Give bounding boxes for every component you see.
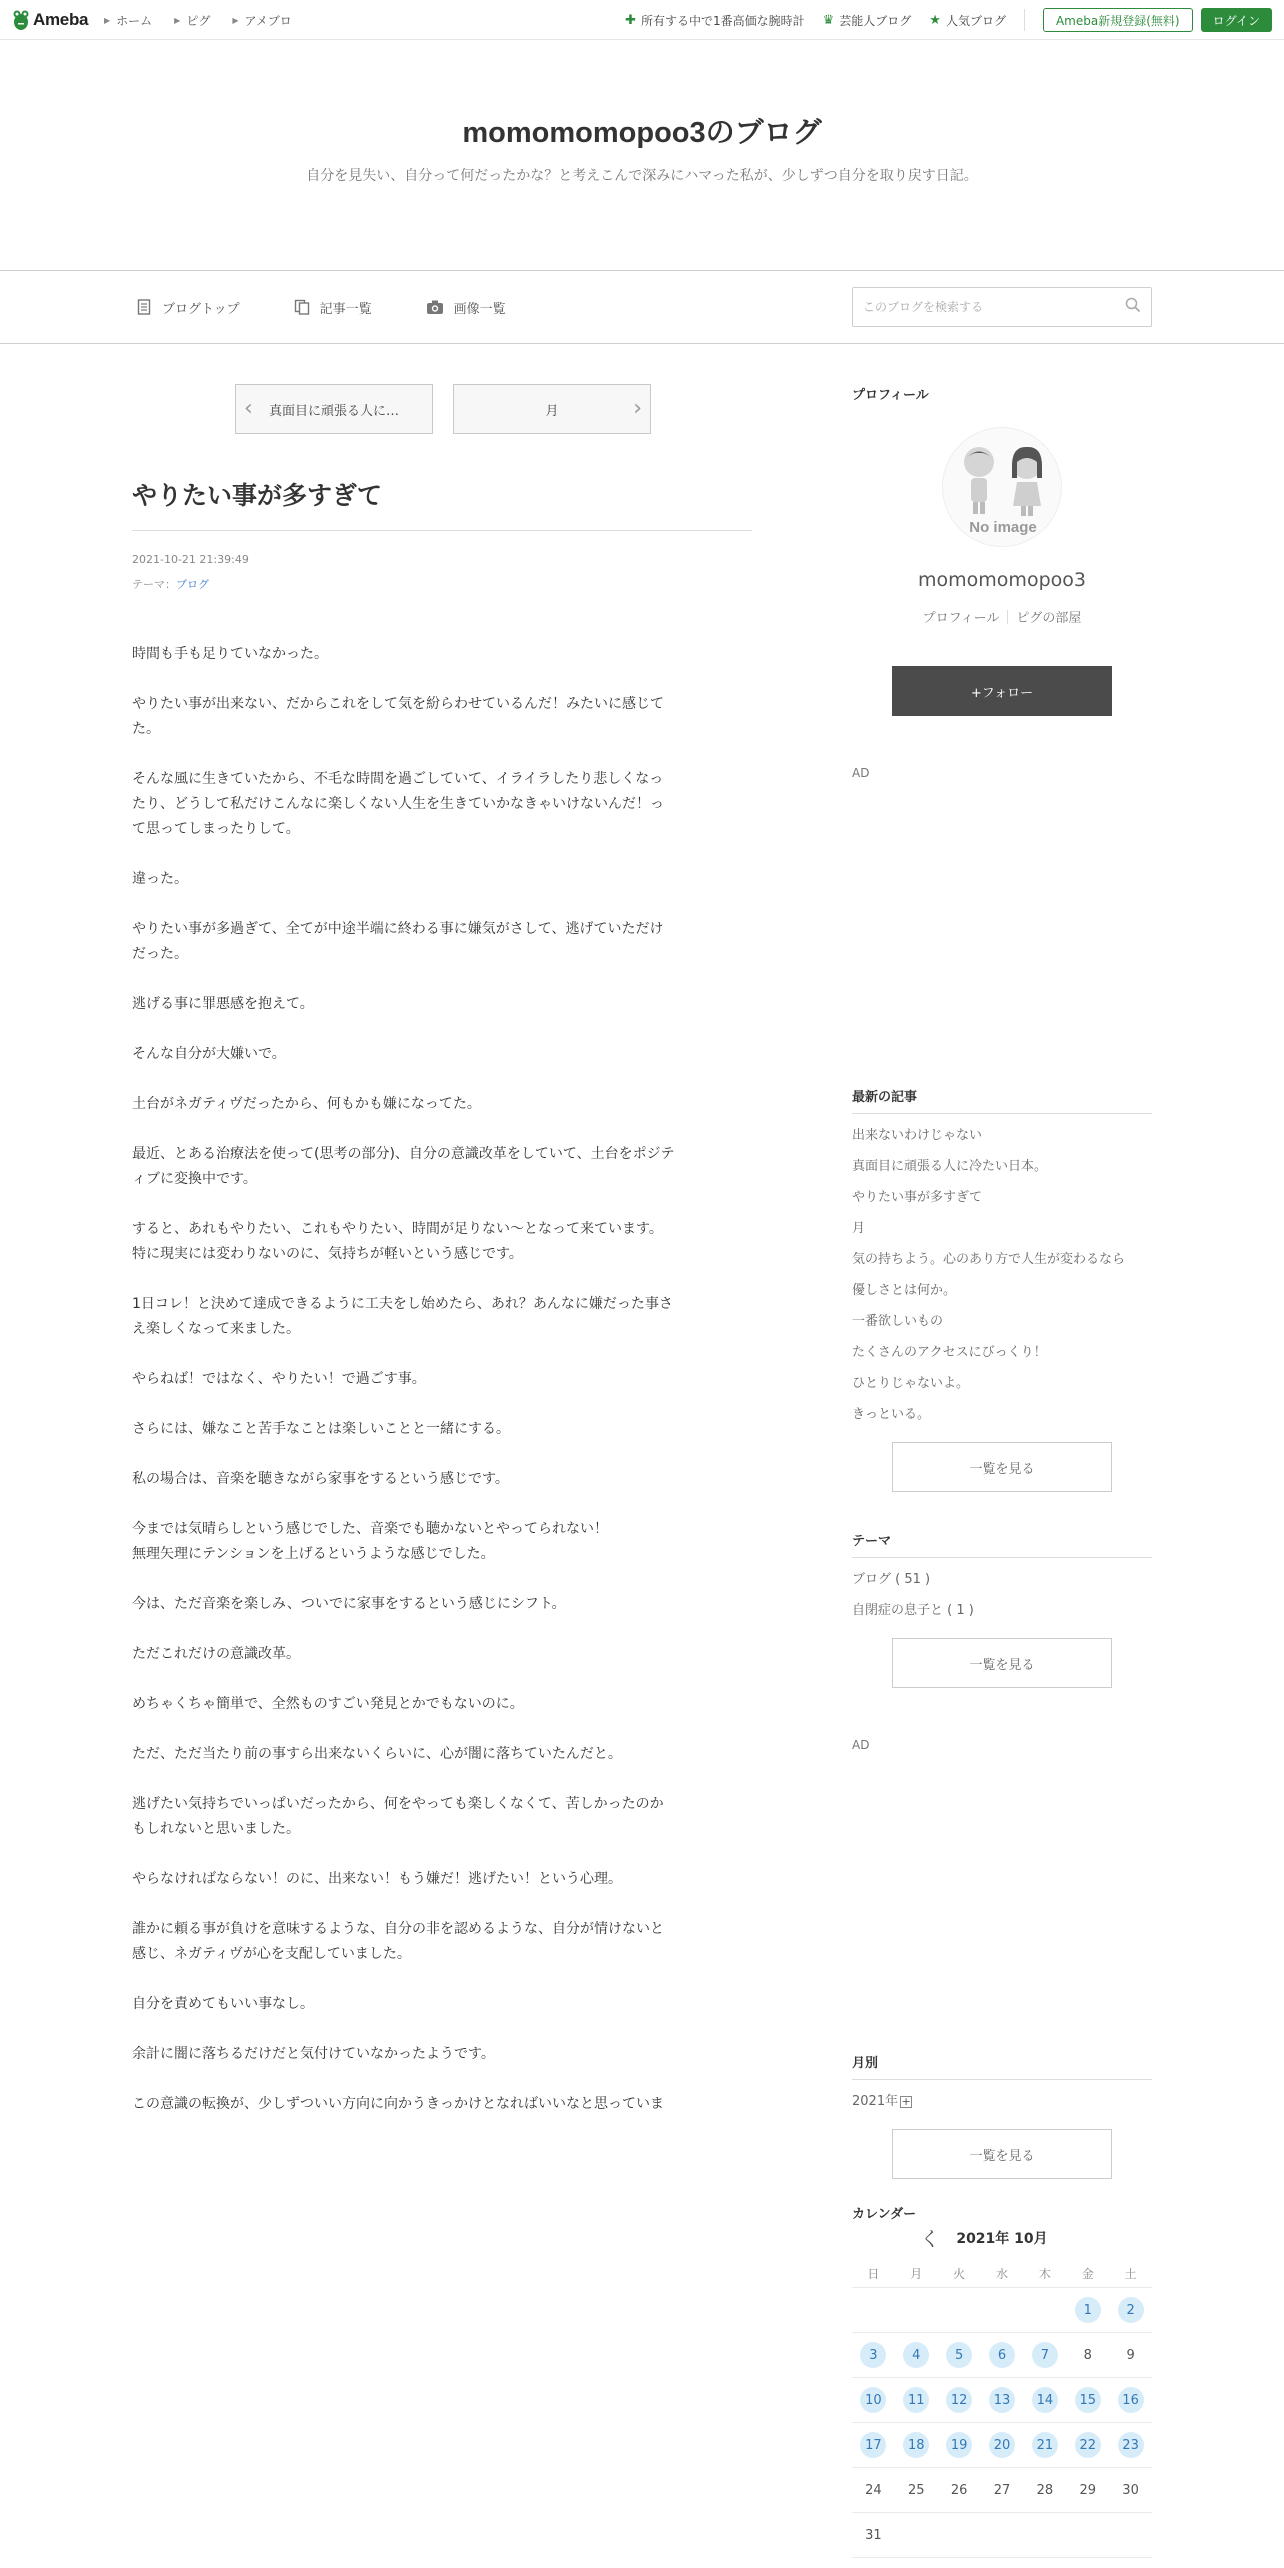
weekday-label: 月 [910, 2267, 923, 2281]
calendar-day-cell [1066, 2342, 1109, 2368]
latest-entry-link[interactable]: 月 [852, 1221, 866, 1236]
calendar-day-link[interactable]: 18 [903, 2432, 929, 2458]
article-paragraph: 余計に闇に落ちるだけだと気付けていなかったようです。 [132, 2046, 495, 2062]
calendar-day-link[interactable]: 20 [989, 2432, 1015, 2458]
calendar-day-link[interactable]: 22 [1075, 2432, 1101, 2458]
profile-link[interactable]: プロフィール [922, 611, 1000, 626]
nav-ameblo-label: アメブロ [244, 13, 292, 28]
article-paragraph: ただこれだけの意識改革。 [132, 1646, 300, 1662]
calendar-day-link[interactable]: 17 [860, 2432, 886, 2458]
latest-entry-link[interactable]: 真面目に頑張る人に冷たい日本。 [852, 1159, 1048, 1174]
theme-item-link[interactable]: 自閉症の息子と ( 1 ) [852, 1603, 974, 1618]
calendar-day-cell [1023, 2477, 1066, 2503]
calendar-day-link[interactable]: 23 [1118, 2432, 1144, 2458]
image-list-label: 画像一覧 [453, 301, 506, 317]
weekday-label: 木 [1038, 2267, 1051, 2281]
calendar-header [852, 2227, 1152, 2251]
blog-description: 自分を見失い、自分って何だったかな？と考えこんで深みにハマった私が、少しずつ自分を取り戻す日記。 [306, 168, 978, 184]
ad-label: AD [852, 1738, 870, 1752]
camera-icon [426, 299, 444, 315]
article-paragraph: 自分を責めてもいい事なし。 [132, 1996, 314, 2012]
calendar-day-cell [852, 2522, 895, 2548]
calendar-day-link[interactable]: 21 [1032, 2432, 1058, 2458]
global-header [0, 0, 1284, 40]
calendar-day-cell [1109, 2432, 1152, 2458]
entry-pager [134, 384, 752, 434]
calendar-week-row [852, 2288, 1152, 2333]
weekday-label: 金 [1081, 2267, 1094, 2281]
calendar-week-row [852, 2333, 1152, 2378]
calendar-prev-button[interactable]: く [920, 2227, 940, 2251]
calendar-day-link[interactable]: 11 [903, 2387, 929, 2413]
calendar-day-link[interactable]: 19 [946, 2432, 972, 2458]
weekday-label: 土 [1124, 2267, 1137, 2281]
ameba-frog-icon [12, 8, 30, 32]
article-paragraph: 1日コレ！と決めて達成できるように工夫をし始めたら、あれ？あんなに嫌だった事さ え楽しくなって来ました。 [132, 1296, 673, 1337]
popular-blog-link[interactable] [929, 12, 1006, 29]
image-list-link[interactable] [426, 298, 506, 317]
blog-top-link[interactable] [136, 298, 240, 317]
themes-heading: テーマ [852, 1530, 1152, 1558]
article-paragraph: やりたい事が出来ない、だからこれをして気を紛らわせているんだ！みたいに感じて た。 [132, 696, 664, 737]
entry-list-link[interactable] [294, 298, 372, 317]
link-divider [1007, 610, 1008, 624]
calendar-day-cell [938, 2432, 981, 2458]
profile-heading: プロフィール [852, 388, 929, 403]
calendar-day-cell [895, 2477, 938, 2503]
nav-ameblo-link[interactable] [232, 12, 291, 29]
pigg-room-link[interactable]: ピグの部屋 [1016, 611, 1082, 626]
calendar-day-cell [1066, 2297, 1109, 2323]
article-date: 2021-10-21 21:39:49 [132, 553, 249, 566]
calendar-day-cell [1109, 2387, 1152, 2413]
calendar-day-cell [852, 2477, 895, 2503]
profile-links [852, 607, 1152, 626]
chevron-left-icon: ‹ [244, 396, 253, 421]
no-image-text: No image [969, 519, 1037, 536]
next-entry-button[interactable] [453, 384, 651, 434]
article-paragraph: 私の場合は、音楽を聴きながら家事をするという感じです。 [132, 1471, 509, 1487]
calendar-month: 2021年 10月 [956, 2231, 1048, 2247]
article-paragraph: やりたい事が多過ぎて、全てが中途半端に終わる事に嫌気がさして、逃げていただけ だった。 [132, 921, 664, 962]
calendar-day-cell [981, 2387, 1024, 2413]
copy-icon [294, 299, 310, 315]
monthly-more-button[interactable]: 一覧を見る [892, 2129, 1112, 2179]
blog-nav-items [136, 271, 560, 343]
article-paragraph: すると、あれもやりたい、これもやりたい、時間が足りない〜となって来ています。 特に現実には変わりないのに、気持ちが軽いという感じです。 [132, 1221, 663, 1262]
calendar-day-link[interactable]: 3 [860, 2342, 886, 2368]
latest-entry-link[interactable]: たくさんのアクセスにびっくり！ [852, 1345, 1047, 1360]
popular-blog-label: 人気ブログ [945, 13, 1006, 28]
calendar-day-cell [852, 2432, 895, 2458]
calendar-day-cell [938, 2387, 981, 2413]
header-divider [1024, 9, 1025, 31]
calendar-week-row [852, 2423, 1152, 2468]
calendar-day-link[interactable]: 2 [1118, 2297, 1144, 2323]
profile-avatar[interactable] [942, 427, 1062, 547]
calendar-day-cell [1023, 2387, 1066, 2413]
article-paragraph: 誰かに頼る事が負けを意味するような、自分の非を認めるような、自分が情けないと 感じ、ネガティヴが心を支配していました。 [132, 1921, 664, 1962]
latest-entry-link[interactable]: 出来ないわけじゃない [852, 1128, 983, 1143]
article-paragraph: 今は、ただ音楽を楽しみ、ついでに家事をするという感じにシフト。 [132, 1596, 566, 1612]
calendar-day-cell [981, 2432, 1024, 2458]
themes-list [852, 1564, 1152, 1626]
next-entry-label: 月 [545, 403, 559, 419]
themes-more-button[interactable]: 一覧を見る [892, 1638, 1112, 1688]
nav-pigg-label: ピグ [186, 13, 211, 28]
article-paragraph: 違った。 [132, 871, 188, 887]
month-year-item[interactable] [852, 2086, 1152, 2117]
article-paragraph: さらには、嫌なこと苦手なことは楽しいことと一緒にする。 [132, 1421, 510, 1437]
calendar-day: 24 [865, 2482, 882, 2498]
calendar-day-link[interactable]: 7 [1032, 2342, 1058, 2368]
blog-header [0, 110, 1284, 185]
calendar-day: 9 [1126, 2347, 1135, 2363]
calendar-day-cell [981, 2342, 1024, 2368]
year-label: 2021年 [852, 2094, 899, 2109]
calendar-heading: カレンダー [852, 2207, 917, 2222]
calendar-day-cell [1066, 2432, 1109, 2458]
calendar-day: 30 [1122, 2482, 1139, 2498]
article-paragraph: 逃げたい気持ちでいっぱいだったから、何をやっても楽しくなくて、苦しかったのか もしれないと思いました。 [132, 1796, 664, 1837]
calendar-day-link[interactable]: 5 [946, 2342, 972, 2368]
star-icon: ★ [929, 12, 941, 28]
calendar-day-cell [1023, 2432, 1066, 2458]
nav-home-link[interactable] [104, 12, 152, 29]
calendar-day-cell [981, 2477, 1024, 2503]
weekday-label: 日 [867, 2267, 880, 2281]
calendar-day-cell [852, 2387, 895, 2413]
profile-name[interactable]: momomomopoo3 [918, 569, 1086, 591]
calendar-day-link[interactable]: 12 [946, 2387, 972, 2413]
prev-entry-label: 真面目に頑張る人に… [268, 403, 399, 419]
calendar-day-cell [938, 2477, 981, 2503]
monthly-list [852, 2086, 1152, 2117]
calendar-day: 8 [1083, 2347, 1092, 2363]
latest-entry-link[interactable]: 気の持ちよう。心のあり方で人生が変わるなら [852, 1252, 1126, 1267]
calendar-week-row [852, 2378, 1152, 2423]
calendar-day-link[interactable]: 4 [903, 2342, 929, 2368]
blog-top-label: ブログトップ [162, 301, 240, 317]
calendar-day-cell [938, 2342, 981, 2368]
calendar-day-cell [1109, 2342, 1152, 2368]
login-button[interactable]: ログイン [1201, 8, 1272, 32]
calendar-day-cell [895, 2387, 938, 2413]
triangle-right-icon: ▶ [174, 15, 181, 25]
no-image-avatar-icon [943, 428, 1062, 547]
article-paragraph: めちゃくちゃ簡単で、全然ものすごい発見とかでもないのに。 [132, 1696, 524, 1712]
triangle-right-icon: ▶ [232, 15, 239, 25]
article-paragraph: 逃げる事に罪悪感を抱えて。 [132, 996, 314, 1012]
calendar-day-cell [895, 2432, 938, 2458]
calendar-day-cell [1066, 2477, 1109, 2503]
global-nav [104, 0, 314, 40]
blog-nav-bar [0, 270, 1284, 344]
register-button[interactable]: Ameba新規登録(無料) [1043, 8, 1193, 32]
article-paragraph: そんな自分が大嫌いで。 [132, 1046, 286, 1062]
article-paragraph: やらねば！ではなく、やりたい！で過ごす事。 [132, 1371, 426, 1387]
sidebar [852, 384, 1152, 2558]
calendar-day: 29 [1079, 2482, 1096, 2498]
calendar-day: 25 [908, 2482, 925, 2498]
article-paragraph: そんな風に生きていたから、不毛な時間を過ごしていて、イライラしたり悲しくなっ たり、どうして私だけこんなに楽しくない人生を生きていかなきゃいけないんだ！っ て思ってしまったりして。 [132, 771, 664, 837]
latest-entry-link[interactable]: きっといる。 [852, 1407, 931, 1422]
article-theme [132, 576, 752, 592]
article-paragraph: ただ、ただ当たり前の事すら出来ないくらいに、心が闇に落ちていたんだと。 [132, 1746, 622, 1762]
plus-icon: ✚ [625, 12, 636, 28]
calendar-day-cell [1023, 2342, 1066, 2368]
monthly-heading: 月別 [852, 2052, 1152, 2080]
crown-icon: ♛ [822, 12, 835, 28]
article-title[interactable]: やりたい事が多すぎて [132, 476, 752, 531]
calendar-grid [852, 2260, 1152, 2558]
article-paragraph: 土台がネガティヴだったから、何もかも嫌になってた。 [132, 1096, 481, 1112]
latest-entries-heading: 最新の記事 [852, 1086, 1152, 1114]
theme-link[interactable]: ブログ [176, 578, 209, 591]
latest-entries-list [852, 1120, 1152, 1430]
latest-entry-link[interactable]: ひとりじゃないよ。 [852, 1376, 970, 1391]
calendar-week-row [852, 2468, 1152, 2513]
calendar-day-cell [1109, 2477, 1152, 2503]
theme-item-link[interactable]: ブログ ( 51 ) [852, 1572, 931, 1587]
article-paragraph: この意識の転換が、少しずついい方向に向かうきっかけとなればいいなと思っていま [132, 2096, 664, 2112]
trending-topic-label: 所有する中で1番高価な腕時計 [640, 13, 805, 28]
blog-search-box [852, 287, 1152, 327]
calendar-day: 26 [950, 2482, 968, 2498]
calendar-day-link[interactable]: 10 [860, 2387, 886, 2413]
header-right [625, 0, 1272, 40]
theme-prefix: テーマ： [132, 578, 176, 591]
ad-label: AD [852, 766, 870, 780]
prev-entry-button[interactable] [235, 384, 433, 434]
search-icon[interactable] [1125, 297, 1141, 317]
calendar-day-link[interactable]: 15 [1075, 2387, 1101, 2413]
latest-entry-link[interactable]: 優しさとは何か。 [852, 1283, 957, 1298]
calendar-day: 31 [865, 2527, 882, 2543]
calendar-day: 27 [993, 2482, 1011, 2498]
celebrity-blog-link[interactable] [823, 12, 912, 29]
ameba-logo[interactable] [12, 8, 88, 32]
expand-plus-icon[interactable]: + [901, 2094, 911, 2108]
article-paragraph: 時間も手も足りていなかった。 [132, 646, 328, 662]
calendar-day: 28 [1036, 2482, 1054, 2498]
article-paragraph: 今までは気晴らしという感じでした、音楽でも聴かないとやってられない！ 無理矢理にテンションを上げるというような感じでした。 [132, 1521, 608, 1562]
calendar-day-cell [852, 2342, 895, 2368]
ameba-logo-text: Ameba [33, 10, 89, 29]
weekday-label: 火 [953, 2267, 966, 2281]
calendar-day-link[interactable]: 6 [989, 2342, 1015, 2368]
article-paragraph: やらなければならない！のに、出来ない！もう嫌だ！逃げたい！という心理。 [132, 1871, 622, 1887]
latest-entry-link[interactable]: やりたい事が多すぎて [852, 1190, 983, 1205]
article-body [132, 642, 752, 2117]
document-icon [136, 299, 152, 315]
calendar-week-row [852, 2513, 1152, 2558]
calendar-day-link[interactable]: 1 [1075, 2297, 1101, 2323]
calendar-day-link[interactable]: 13 [989, 2387, 1015, 2413]
nav-pigg-link[interactable] [174, 12, 210, 29]
entry-list-label: 記事一覧 [319, 301, 372, 317]
calendar-day-link[interactable]: 14 [1032, 2387, 1058, 2413]
trending-topic-link[interactable] [625, 12, 805, 29]
calendar-weekday-row [852, 2260, 1152, 2288]
follow-button[interactable]: +フォロー [892, 666, 1112, 716]
main-column [132, 384, 752, 2142]
blog-title[interactable]: momomomopoo3のブログ [462, 117, 822, 149]
latest-entry-link[interactable]: 一番欲しいもの [852, 1314, 944, 1329]
chevron-right-icon: › [633, 396, 642, 421]
blog-search-input[interactable] [863, 300, 1125, 314]
triangle-right-icon: ▶ [104, 15, 111, 25]
nav-home-label: ホーム [116, 13, 153, 28]
latest-more-button[interactable]: 一覧を見る [892, 1442, 1112, 1492]
article-paragraph: 最近、とある治療法を使って(思考の部分)、自分の意識改革をしていて、土台をポジテ ィブに変換中です。 [132, 1146, 675, 1187]
calendar-day-cell [1066, 2387, 1109, 2413]
celebrity-blog-label: 芸能人ブログ [839, 13, 912, 28]
calendar-day-cell [895, 2342, 938, 2368]
calendar-day-cell [1109, 2297, 1152, 2323]
calendar-day-link[interactable]: 16 [1118, 2387, 1144, 2413]
weekday-label: 水 [996, 2267, 1009, 2281]
